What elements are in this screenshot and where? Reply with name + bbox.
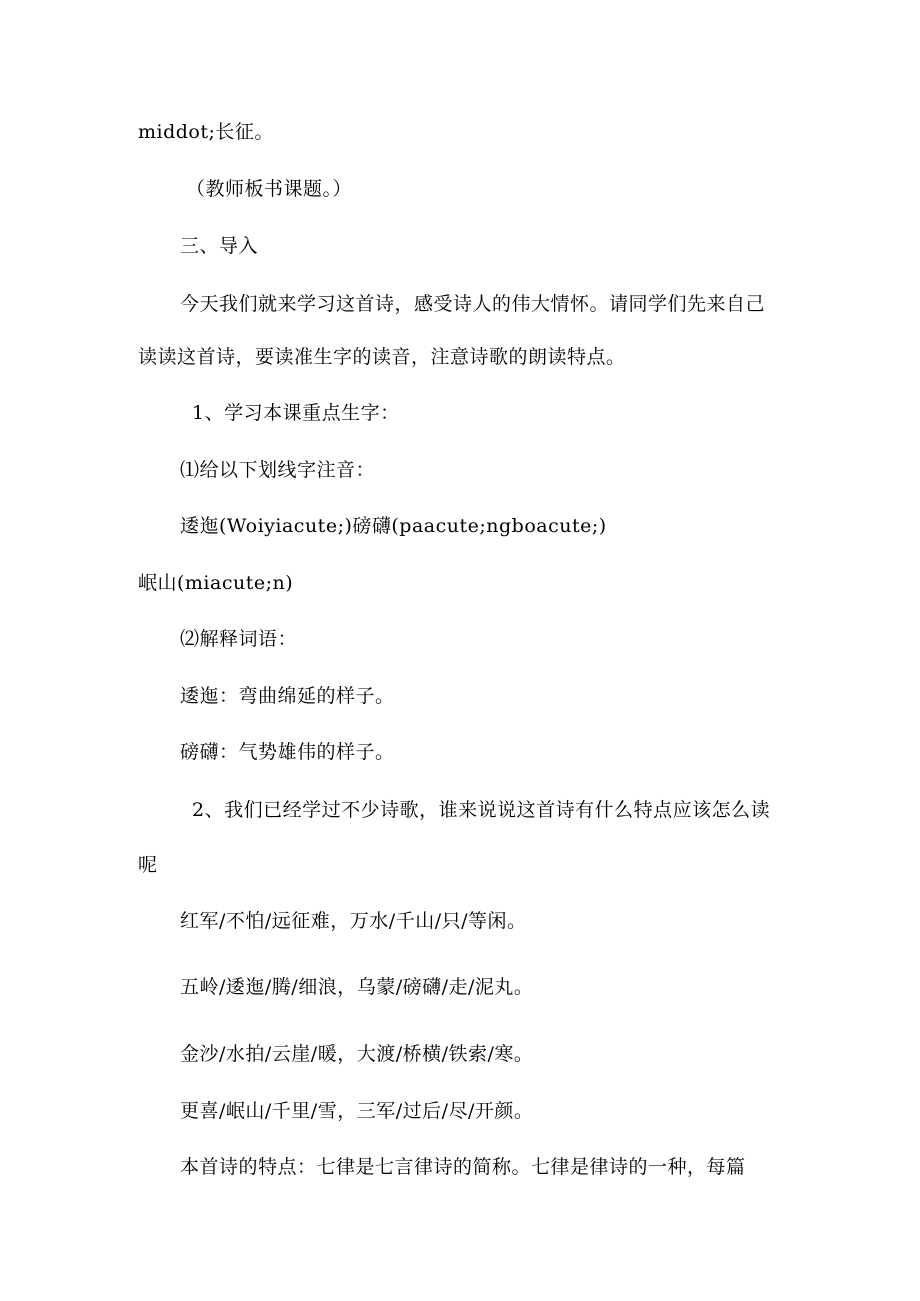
text-line-teacher-note: （教师板书课题。） xyxy=(186,178,353,200)
section-heading-intro: 三、导入 xyxy=(180,235,259,257)
sub-item-heading-1: ⑴给以下划线字注音： xyxy=(180,459,376,481)
paragraph-line-1: 今天我们就来学习这首诗，感受诗人的伟大情怀。请同学们先来自己 xyxy=(180,293,766,315)
definition-line-1: 逶迤：弯曲绵延的样子。 xyxy=(180,685,395,707)
definition-line-2: 磅礴：气势雄伟的样子。 xyxy=(180,741,395,763)
sub-item-heading-2: ⑵解释词语： xyxy=(180,628,298,650)
poem-line-3: 金沙/水拍/云崖/暖，大渡/桥横/铁索/寒。 xyxy=(180,1043,534,1065)
paragraph-features: 本首诗的特点：七律是七言律诗的简称。七律是律诗的一种，每篇 xyxy=(180,1156,746,1178)
list-item-heading-2-continuation: 呢 xyxy=(138,854,158,876)
paragraph-line-2: 读读这首诗，要读准生字的读音，注意诗歌的朗读特点。 xyxy=(138,346,626,368)
poem-line-4: 更喜/岷山/千里/雪，三军/过后/尽/开颜。 xyxy=(180,1100,534,1122)
pinyin-line-2: 岷山(miacute;n) xyxy=(138,572,294,594)
poem-line-1: 红军/不怕/远征难，万水/千山/只/等闲。 xyxy=(180,910,527,932)
list-item-heading-1: 1、学习本课重点生字： xyxy=(192,402,400,424)
pinyin-line-1: 逶迤(Woiyiacute;)磅礴(paacute;ngboacute;) xyxy=(180,515,607,537)
text-line-continuation: middot;长征。 xyxy=(138,121,274,143)
poem-line-2: 五岭/逶迤/腾/细浪，乌蒙/磅礴/走/泥丸。 xyxy=(180,976,534,998)
list-item-heading-2: 2、我们已经学过不少诗歌，谁来说说这首诗有什么特点应该怎么读 xyxy=(192,799,771,821)
